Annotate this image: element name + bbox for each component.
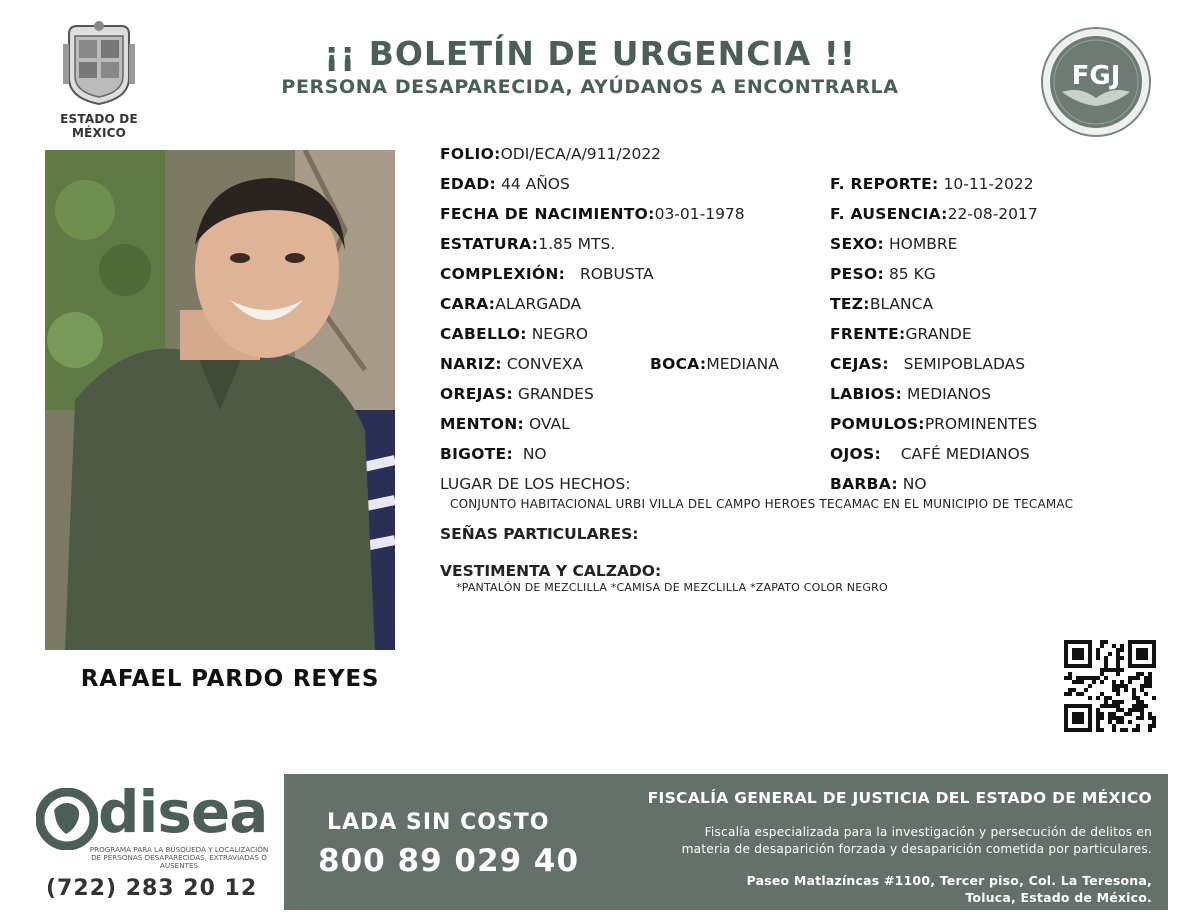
field-frente — [830, 325, 972, 343]
field-f-ausencia-value: 22-08-2017 — [947, 205, 1038, 223]
field-sexo-value: HOMBRE — [888, 235, 958, 253]
toll-free-label: LADA SIN COSTO — [327, 810, 550, 835]
field-orejas-label: OREJAS: — [440, 385, 513, 403]
odisea-logo — [36, 778, 276, 876]
odisea-phone[interactable]: (722) 283 20 12 — [46, 876, 258, 901]
field-labios — [830, 385, 991, 403]
field-barba-value: NO — [902, 475, 927, 493]
field-menton-value: OVAL — [528, 415, 570, 433]
field-edad-value: 44 AÑOS — [500, 175, 570, 193]
qr-code[interactable] — [1064, 640, 1156, 732]
field-ojos-label: OJOS: — [830, 445, 881, 463]
field-labios-label: LABIOS: — [830, 385, 903, 403]
field-boca-value: MEDIANA — [706, 355, 779, 373]
fiscalia-address — [600, 872, 1152, 906]
fiscalia-address-line-1: Paseo Matlazíncas #1100, Tercer piso, Col. La Teresona, — [746, 873, 1152, 888]
field-complexion-value: ROBUSTA — [579, 265, 654, 283]
field-estatura-label: ESTATURA: — [440, 235, 539, 253]
field-folio — [440, 145, 661, 163]
field-menton — [440, 415, 570, 433]
state-name: ESTADO DE MÉXICO — [60, 112, 138, 140]
field-boca-label: BOCA: — [650, 355, 707, 373]
field-estatura-value: 1.85 MTS. — [538, 235, 616, 253]
field-pomulos-label: POMULOS: — [830, 415, 925, 433]
field-frente-label: FRENTE: — [830, 325, 906, 343]
qr-code-icon — [1064, 640, 1156, 732]
field-menton-label: MENTON: — [440, 415, 525, 433]
field-cejas-label: CEJAS: — [830, 355, 889, 373]
fiscalia-description — [600, 824, 1152, 858]
field-bigote — [440, 445, 547, 463]
odisea-wordmark: disea — [98, 778, 268, 846]
field-cabello-value: NEGRO — [531, 325, 589, 343]
field-tez-label: TEZ: — [830, 295, 870, 313]
field-bigote-label: BIGOTE: — [440, 445, 513, 463]
toll-free-number[interactable]: 800 89 029 40 — [318, 843, 580, 879]
field-peso — [830, 265, 936, 283]
person-photo — [45, 150, 395, 650]
bulletin-title: ¡¡ BOLETÍN DE URGENCIA !! — [324, 34, 856, 73]
field-lugar-hechos-value: CONJUNTO HABITACIONAL URBI VILLA DEL CAMPO HEROES TECAMAC EN EL MUNICIPIO DE TECAMAC — [450, 497, 1074, 511]
field-bigote-value: NO — [522, 445, 547, 463]
field-fecha-nacimiento-value: 03-01-1978 — [654, 205, 745, 223]
field-lugar-hechos-label: LUGAR DE LOS HECHOS: — [440, 475, 631, 493]
field-nariz-value: CONVEXA — [506, 355, 584, 373]
field-f-reporte-label: F. REPORTE: — [830, 175, 939, 193]
field-folio-value: ODI/ECA/A/911/2022 — [500, 145, 662, 163]
odisea-map-pin-icon — [36, 788, 98, 850]
fgj-logo — [1040, 26, 1152, 138]
field-peso-label: PESO: — [830, 265, 884, 283]
field-cejas-value: SEMIPOBLADAS — [903, 355, 1026, 373]
field-f-ausencia — [830, 205, 1038, 223]
field-f-reporte-value: 10-11-2022 — [943, 175, 1034, 193]
estado-de-mexico-logo — [38, 20, 160, 140]
fgj-seal-icon — [1040, 26, 1152, 138]
field-vestimenta-value: *PANTALÓN DE MEZCLILLA *CAMISA DE MEZCLILLA *ZAPATO COLOR NEGRO — [456, 581, 888, 594]
field-nariz — [440, 355, 583, 373]
field-cara — [440, 295, 581, 313]
field-boca — [650, 355, 779, 373]
field-fecha-nacimiento-label: FECHA DE NACIMIENTO: — [440, 205, 655, 223]
field-cabello-label: CABELLO: — [440, 325, 527, 343]
field-peso-value: 85 KG — [888, 265, 936, 283]
field-tez-value: BLANCA — [869, 295, 934, 313]
field-edad-label: EDAD: — [440, 175, 497, 193]
field-labios-value: MEDIANOS — [907, 385, 991, 403]
fgj-logo-text: FGJ — [1071, 61, 1121, 91]
field-nariz-label: NARIZ: — [440, 355, 502, 373]
field-ojos — [830, 445, 1030, 463]
person-photo-icon — [45, 150, 395, 650]
field-vestimenta-label: VESTIMENTA Y CALZADO: — [440, 562, 662, 580]
field-orejas — [440, 385, 594, 403]
fiscalia-address-line-2: Toluca, Estado de México. — [965, 890, 1152, 905]
person-name: RAFAEL PARDO REYES — [80, 666, 380, 692]
field-complexion — [440, 265, 654, 283]
field-folio-label: FOLIO: — [440, 145, 501, 163]
fiscalia-description-line-2: materia de desaparición forzada y desaparición cometida por particulares. — [681, 842, 1152, 856]
field-frente-value: GRANDE — [905, 325, 972, 343]
field-complexion-label: COMPLEXIÓN: — [440, 265, 566, 283]
field-cejas — [830, 355, 1025, 373]
field-pomulos-value: PROMINENTES — [924, 415, 1038, 433]
field-f-ausencia-label: F. AUSENCIA: — [830, 205, 948, 223]
odisea-caption: PROGRAMA PARA LA BÚSQUEDA Y LOCALIZACIÓN DE PERSONAS DESAPARECIDAS, EXTRAVIADAS O AUSENTES — [89, 845, 269, 870]
field-barba-label: BARBA: — [830, 475, 898, 493]
field-barba — [830, 475, 927, 493]
state-coat-of-arms-icon — [59, 20, 139, 106]
fiscalia-description-line-1: Fiscalía especializada para la investigación y persecución de delitos en — [704, 825, 1152, 839]
field-pomulos — [830, 415, 1037, 433]
field-ojos-value: CAFÉ MEDIANOS — [900, 445, 1030, 463]
field-tez — [830, 295, 933, 313]
field-orejas-value: GRANDES — [517, 385, 594, 403]
field-cara-label: CARA: — [440, 295, 496, 313]
field-senas-label: SEÑAS PARTICULARES: — [440, 525, 639, 543]
field-cara-value: ALARGADA — [495, 295, 582, 313]
bulletin-subtitle: PERSONA DESAPARECIDA, AYÚDANOS A ENCONTRARLA — [281, 76, 899, 98]
field-fecha-nacimiento — [440, 205, 745, 223]
field-estatura — [440, 235, 615, 253]
fiscalia-title: FISCALÍA GENERAL DE JUSTICIA DEL ESTADO DE MÉXICO — [647, 789, 1152, 807]
field-f-reporte — [830, 175, 1034, 193]
field-sexo — [830, 235, 957, 253]
field-cabello — [440, 325, 588, 343]
field-sexo-label: SEXO: — [830, 235, 885, 253]
field-edad — [440, 175, 570, 193]
